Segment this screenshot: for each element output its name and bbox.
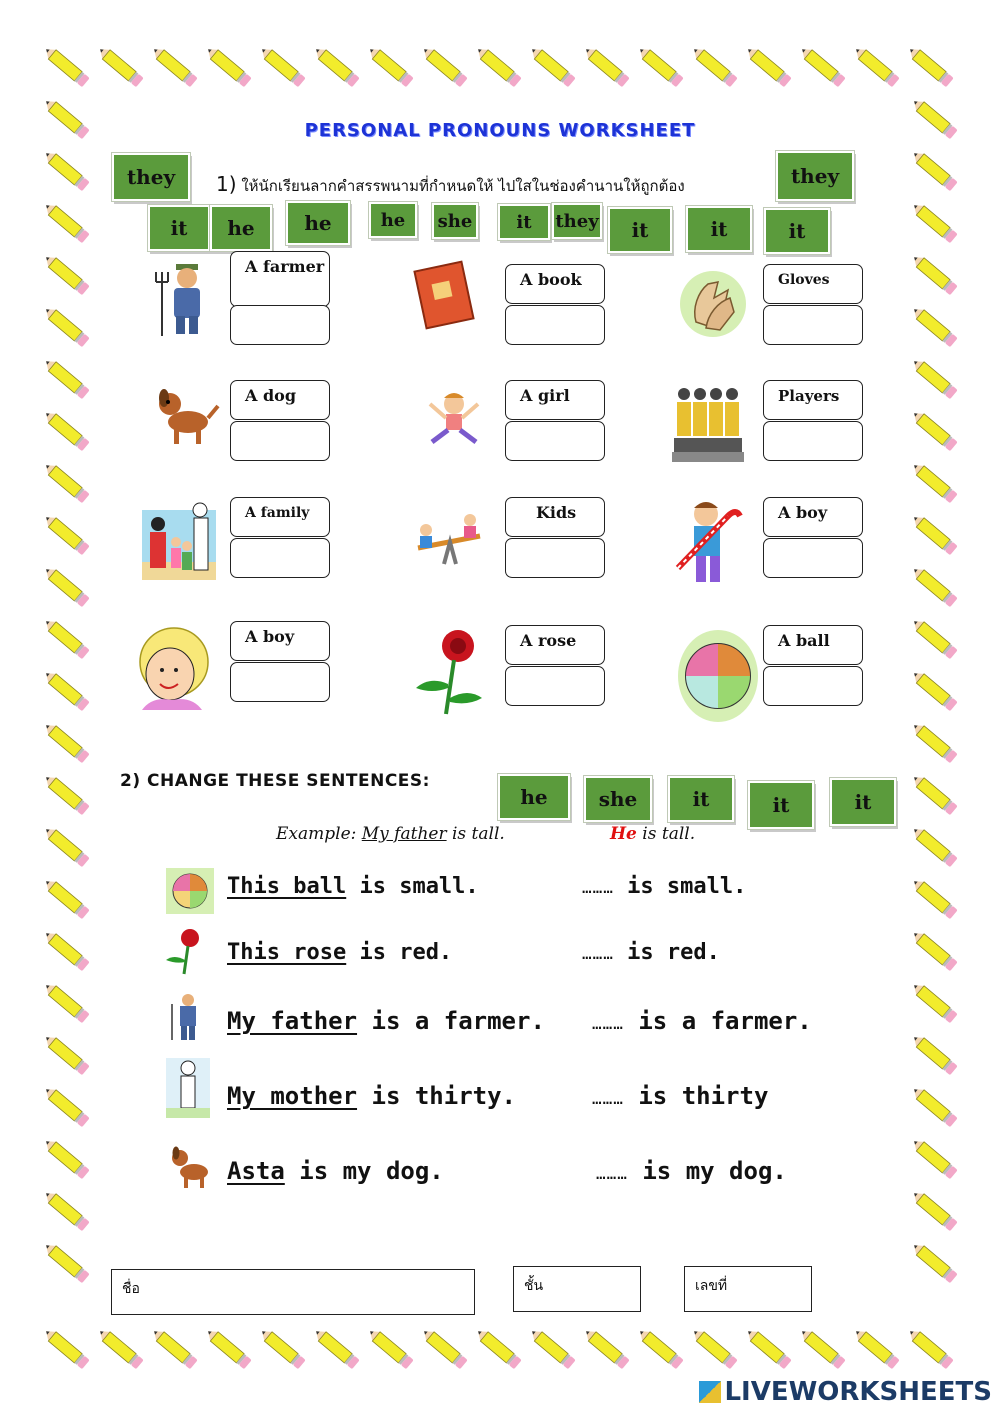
pencil-icon bbox=[909, 979, 959, 1025]
sentence-subject: My mother bbox=[227, 1082, 358, 1110]
answer-blank[interactable]: ……… bbox=[596, 1164, 628, 1183]
pencil-icon bbox=[581, 1325, 631, 1371]
pencil-icon bbox=[41, 1083, 91, 1129]
boy-icon bbox=[670, 498, 746, 594]
pencil-icon bbox=[743, 43, 793, 89]
sentence bbox=[227, 1082, 516, 1110]
pencil-icon bbox=[909, 303, 959, 349]
answer-blank[interactable]: ……… bbox=[582, 944, 614, 963]
noun-label: A book bbox=[505, 264, 605, 304]
section2-heading: 2) CHANGE THESE SENTENCES: bbox=[120, 771, 430, 791]
pencil-icon bbox=[909, 875, 959, 921]
pencil-icon bbox=[41, 875, 91, 921]
pencil-icon bbox=[41, 511, 91, 557]
drop-slot[interactable] bbox=[230, 305, 330, 345]
word-tile[interactable]: they bbox=[552, 203, 602, 239]
family-icon bbox=[142, 496, 216, 584]
pencil-icon bbox=[473, 43, 523, 89]
answer-line bbox=[582, 940, 720, 965]
pencil-icon bbox=[909, 615, 959, 661]
mother-icon bbox=[166, 1058, 210, 1122]
face-icon bbox=[132, 624, 214, 714]
farmer-icon bbox=[166, 990, 206, 1046]
pencil-icon bbox=[257, 1325, 307, 1371]
sentence-rest: is a farmer. bbox=[357, 1007, 545, 1035]
sentence-rest: is thirty. bbox=[357, 1082, 516, 1110]
drop-slot[interactable] bbox=[763, 305, 863, 345]
word-tile[interactable]: they bbox=[112, 153, 190, 201]
answer-blank[interactable]: ……… bbox=[582, 878, 614, 897]
example-subject: My father bbox=[361, 824, 447, 844]
answer-rest: is thirty bbox=[623, 1082, 769, 1110]
pencil-icon bbox=[41, 1325, 91, 1371]
dog-icon bbox=[166, 1140, 216, 1198]
example-pronoun: He bbox=[610, 824, 637, 844]
drop-slot[interactable] bbox=[763, 666, 863, 706]
pencil-icon bbox=[473, 1325, 523, 1371]
word-tile[interactable]: it bbox=[830, 778, 896, 826]
pencil-icon bbox=[909, 1239, 959, 1285]
pencil-icon bbox=[909, 1135, 959, 1181]
pencil-icon bbox=[95, 1325, 145, 1371]
word-tile[interactable]: it bbox=[498, 204, 550, 240]
rose-icon bbox=[164, 926, 208, 980]
pencil-icon bbox=[311, 1325, 361, 1371]
girl-icon bbox=[424, 388, 484, 452]
rose-icon bbox=[412, 628, 492, 720]
pencil-icon bbox=[311, 43, 361, 89]
pencil-icon bbox=[41, 927, 91, 973]
pencil-icon bbox=[905, 1325, 955, 1371]
dog-icon bbox=[152, 384, 222, 450]
noun-label: A girl bbox=[505, 380, 605, 420]
ball-icon bbox=[676, 628, 762, 728]
pencil-icon bbox=[527, 1325, 577, 1371]
answer-line bbox=[582, 874, 746, 899]
sentence-rest: is my dog. bbox=[284, 1157, 444, 1185]
pencil-icon bbox=[149, 43, 199, 89]
example-rest: is tall. bbox=[446, 824, 505, 844]
sentence bbox=[227, 874, 479, 899]
drop-slot[interactable] bbox=[763, 538, 863, 578]
noun-label: A farmer bbox=[230, 251, 330, 307]
pencil-icon bbox=[41, 1187, 91, 1233]
pencil-icon bbox=[41, 771, 91, 817]
pencil-icon bbox=[419, 1325, 469, 1371]
drop-slot[interactable] bbox=[505, 538, 605, 578]
sentence-subject: This rose bbox=[227, 940, 347, 965]
pencil-icon bbox=[909, 355, 959, 401]
pencil-icon bbox=[909, 251, 959, 297]
word-tile[interactable]: he bbox=[369, 202, 417, 238]
name-field[interactable]: ชื่อ bbox=[111, 1269, 475, 1315]
pencil-icon bbox=[41, 303, 91, 349]
answer-blank[interactable]: ……… bbox=[592, 1014, 624, 1033]
sentence bbox=[227, 1007, 545, 1035]
answer-rest: is small. bbox=[613, 874, 747, 899]
pencil-icon bbox=[635, 43, 685, 89]
word-tile[interactable]: it bbox=[764, 208, 830, 254]
pencil-icon bbox=[905, 43, 955, 89]
pencil-icon bbox=[41, 147, 91, 193]
pencil-icon bbox=[41, 459, 91, 505]
pencil-icon bbox=[635, 1325, 685, 1371]
answer-line bbox=[592, 1007, 812, 1035]
pencil-icon bbox=[909, 771, 959, 817]
word-tile[interactable]: she bbox=[432, 203, 478, 239]
pencil-icon bbox=[851, 1325, 901, 1371]
pencil-icon bbox=[41, 199, 91, 245]
noun-label: A boy bbox=[763, 497, 863, 537]
example-sentence bbox=[276, 824, 505, 844]
pencil-icon bbox=[257, 43, 307, 89]
example-answer bbox=[610, 824, 695, 844]
answer-line bbox=[592, 1082, 768, 1110]
pencil-icon bbox=[41, 719, 91, 765]
sentence-subject: This ball bbox=[227, 874, 347, 899]
word-tile[interactable]: it bbox=[686, 206, 752, 252]
pencil-icon bbox=[909, 563, 959, 609]
book-icon bbox=[412, 260, 476, 334]
drop-slot[interactable] bbox=[505, 305, 605, 345]
page-title: PERSONAL PRONOUNS WORKSHEET bbox=[304, 120, 696, 141]
pencil-icon bbox=[689, 1325, 739, 1371]
pencil-icon bbox=[689, 43, 739, 89]
noun-label: A ball bbox=[763, 625, 863, 665]
word-tile[interactable]: he bbox=[286, 201, 350, 245]
answer-rest: is my dog. bbox=[627, 1157, 787, 1185]
word-tile[interactable]: it bbox=[608, 207, 672, 253]
answer-blank[interactable]: ……… bbox=[592, 1089, 624, 1108]
pencil-icon bbox=[41, 823, 91, 869]
pencil-icon bbox=[41, 1135, 91, 1181]
pencil-icon bbox=[203, 1325, 253, 1371]
noun-label: Gloves bbox=[763, 264, 863, 304]
pencil-icon bbox=[41, 1031, 91, 1077]
noun-label: A family bbox=[230, 497, 330, 537]
drop-slot[interactable] bbox=[763, 421, 863, 461]
drop-slot[interactable] bbox=[230, 662, 330, 702]
pencil-icon bbox=[365, 43, 415, 89]
drop-slot[interactable] bbox=[230, 421, 330, 461]
pencil-icon bbox=[851, 43, 901, 89]
pencil-icon bbox=[41, 43, 91, 89]
answer-line bbox=[596, 1157, 787, 1185]
instruction bbox=[216, 172, 685, 198]
pencil-icon bbox=[41, 355, 91, 401]
pencil-icon bbox=[203, 43, 253, 89]
pencil-icon bbox=[41, 251, 91, 297]
pencil-icon bbox=[909, 407, 959, 453]
pencil-icon bbox=[909, 459, 959, 505]
drop-slot[interactable] bbox=[505, 666, 605, 706]
word-tile[interactable]: they bbox=[776, 151, 854, 201]
pencil-icon bbox=[41, 407, 91, 453]
noun-label: Kids bbox=[505, 497, 605, 537]
sentence bbox=[227, 940, 452, 965]
drop-slot[interactable] bbox=[505, 421, 605, 461]
pencil-icon bbox=[797, 1325, 847, 1371]
sentence bbox=[227, 1157, 444, 1185]
noun-label: A dog bbox=[230, 380, 330, 420]
sentence-subject: My father bbox=[227, 1007, 358, 1035]
gloves-icon bbox=[678, 268, 748, 344]
pencil-icon bbox=[419, 43, 469, 89]
word-tile[interactable]: she bbox=[584, 776, 652, 822]
word-tile[interactable]: he bbox=[210, 205, 272, 251]
pencil-icon bbox=[41, 979, 91, 1025]
noun-label: A rose bbox=[505, 625, 605, 665]
pencil-icon bbox=[909, 667, 959, 713]
pencil-icon bbox=[581, 43, 631, 89]
section-number: 1) bbox=[216, 172, 237, 196]
players-icon bbox=[672, 382, 744, 468]
pencil-icon bbox=[909, 823, 959, 869]
pencil-icon bbox=[909, 1031, 959, 1077]
drop-slot[interactable] bbox=[230, 538, 330, 578]
sentence-rest: is small. bbox=[346, 874, 479, 899]
brand-mark-icon bbox=[699, 1381, 721, 1403]
pencil-icon bbox=[909, 927, 959, 973]
pencil-icon bbox=[909, 1187, 959, 1233]
word-tile[interactable]: he bbox=[498, 774, 570, 820]
pencil-icon bbox=[95, 43, 145, 89]
noun-label: Players bbox=[763, 380, 863, 420]
word-tile[interactable]: it bbox=[148, 205, 210, 251]
pencil-icon bbox=[149, 1325, 199, 1371]
pencil-icon bbox=[41, 667, 91, 713]
pencil-icon bbox=[41, 615, 91, 661]
word-tile[interactable]: it bbox=[748, 781, 814, 829]
pencil-icon bbox=[41, 1239, 91, 1285]
brand-text: LIVEWORKSHEETS bbox=[724, 1377, 992, 1407]
brand-logo bbox=[699, 1377, 992, 1407]
instruction-text: ให้นักเรียนลากคำสรรพนามที่กำหนดให้ ไปใสในช่องคำนานให้ถูกต้อง bbox=[241, 177, 685, 195]
ball-icon bbox=[166, 868, 214, 918]
pencil-icon bbox=[365, 1325, 415, 1371]
kids-icon bbox=[414, 512, 484, 572]
pencil-icon bbox=[797, 43, 847, 89]
answer-rest: is red. bbox=[613, 940, 720, 965]
sentence-rest: is red. bbox=[346, 940, 453, 965]
pencil-icon bbox=[527, 43, 577, 89]
pencil-icon bbox=[41, 563, 91, 609]
class-field[interactable]: ชั้น bbox=[513, 1266, 641, 1312]
answer-rest: is a farmer. bbox=[623, 1007, 812, 1035]
number-field[interactable]: เลขที่ bbox=[684, 1266, 812, 1312]
pencil-icon bbox=[909, 199, 959, 245]
farmer-icon bbox=[150, 258, 220, 342]
example-answer-rest: is tall. bbox=[636, 824, 696, 844]
pencil-icon bbox=[909, 511, 959, 557]
noun-label: A boy bbox=[230, 621, 330, 661]
pencil-icon bbox=[909, 1083, 959, 1129]
example-prefix: Example: bbox=[276, 824, 362, 844]
pencil-icon bbox=[743, 1325, 793, 1371]
pencil-icon bbox=[909, 147, 959, 193]
pencil-icon bbox=[909, 719, 959, 765]
sentence-subject: Asta bbox=[227, 1157, 285, 1185]
word-tile[interactable]: it bbox=[668, 776, 734, 822]
